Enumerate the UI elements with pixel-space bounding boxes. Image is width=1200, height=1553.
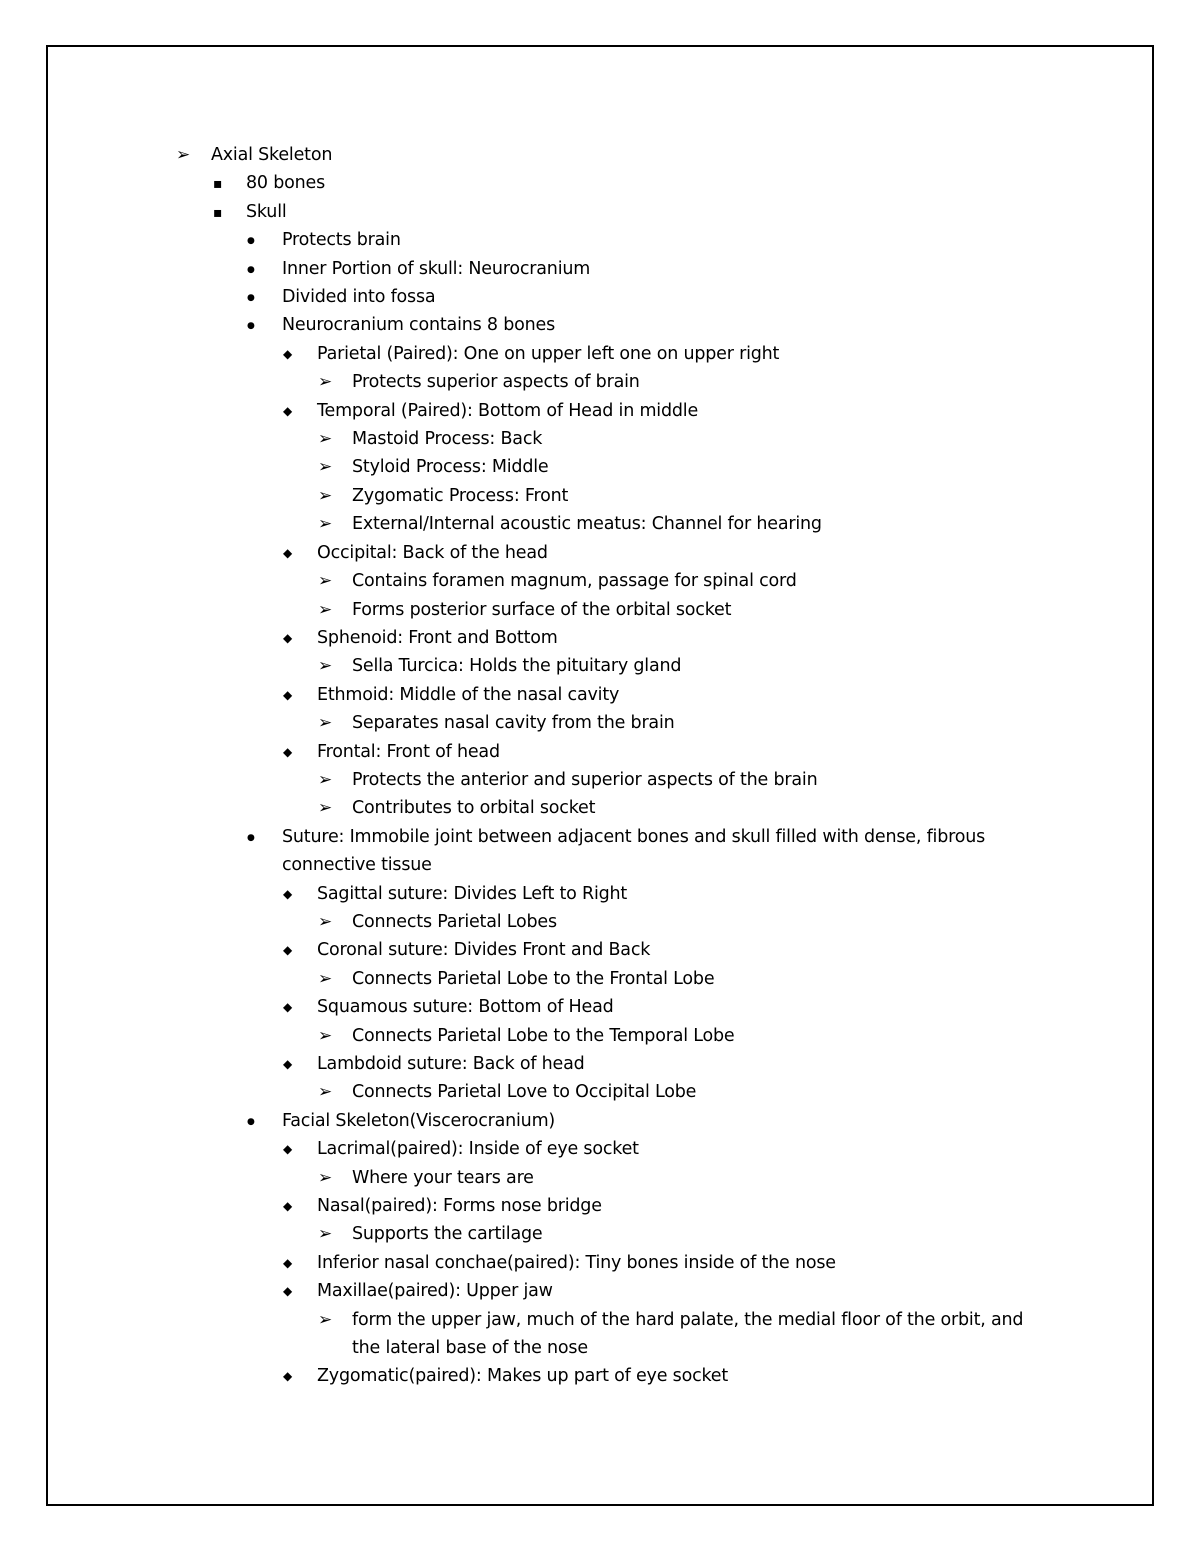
diamond-bullet-icon bbox=[283, 1135, 307, 1164]
outline-item-text: Divided into fossa bbox=[282, 287, 436, 308]
outline-item bbox=[0, 539, 1200, 567]
square-bullet-icon bbox=[213, 169, 237, 198]
outline-item bbox=[0, 567, 1200, 595]
outline-item bbox=[0, 141, 1200, 169]
square-bullet-icon bbox=[213, 198, 237, 227]
outline-item-text: Connects Parietal Lobe to the Temporal Lobe bbox=[352, 1025, 735, 1046]
arrow-bullet-icon bbox=[318, 794, 342, 822]
outline-item-text: Protects the anterior and superior aspects of the brain bbox=[352, 769, 818, 790]
outline-item bbox=[0, 1249, 1200, 1277]
outline-item bbox=[0, 368, 1200, 396]
diamond-bullet-icon bbox=[283, 340, 307, 369]
arrow-bullet-icon bbox=[176, 141, 200, 169]
outline-item bbox=[0, 1306, 1200, 1363]
arrow-bullet-icon bbox=[318, 453, 342, 481]
outline-item-text: Contains foramen magnum, passage for spinal cord bbox=[352, 571, 797, 592]
outline-item bbox=[0, 1078, 1200, 1106]
outline-item bbox=[0, 1050, 1200, 1078]
diamond-bullet-icon bbox=[283, 880, 307, 909]
outline-item bbox=[0, 198, 1200, 226]
arrow-bullet-icon bbox=[318, 368, 342, 396]
arrow-bullet-icon bbox=[318, 425, 342, 453]
outline-item bbox=[0, 681, 1200, 709]
outline-item-text: Protects superior aspects of brain bbox=[352, 372, 640, 393]
outline-item-text: Squamous suture: Bottom of Head bbox=[317, 997, 614, 1018]
diamond-bullet-icon bbox=[283, 738, 307, 767]
document-outline bbox=[0, 141, 1200, 1391]
outline-item bbox=[0, 169, 1200, 197]
outline-item bbox=[0, 624, 1200, 652]
outline-item bbox=[0, 1107, 1200, 1135]
outline-item bbox=[0, 936, 1200, 964]
outline-item-text: Contributes to orbital socket bbox=[352, 798, 596, 819]
outline-item-text: Separates nasal cavity from the brain bbox=[352, 713, 675, 734]
outline-item-text: Supports the cartilage bbox=[352, 1224, 543, 1245]
outline-item bbox=[0, 965, 1200, 993]
outline-item bbox=[0, 652, 1200, 680]
outline-item-text: form the upper jaw, much of the hard palate, the medial floor of the orbit, and the lateral base of the nose bbox=[352, 1309, 1024, 1359]
outline-item-text: Zygomatic Process: Front bbox=[352, 485, 569, 506]
arrow-bullet-icon bbox=[318, 596, 342, 624]
arrow-bullet-icon bbox=[318, 482, 342, 510]
outline-item-text: Skull bbox=[246, 201, 287, 222]
outline-item bbox=[0, 510, 1200, 538]
outline-item bbox=[0, 311, 1200, 339]
outline-item bbox=[0, 596, 1200, 624]
outline-item-text: Protects brain bbox=[282, 230, 401, 251]
outline-item-text: Lambdoid suture: Back of head bbox=[317, 1054, 585, 1074]
outline-item-text: Nasal(paired): Forms nose bridge bbox=[317, 1196, 602, 1217]
outline-item bbox=[0, 453, 1200, 481]
outline-item bbox=[0, 255, 1200, 283]
arrow-bullet-icon bbox=[318, 709, 342, 737]
arrow-bullet-icon bbox=[318, 1022, 342, 1050]
outline-item bbox=[0, 1220, 1200, 1248]
outline-item-text: Where your tears are bbox=[352, 1167, 534, 1188]
outline-item bbox=[0, 1192, 1200, 1220]
outline-item-text: Sphenoid: Front and Bottom bbox=[317, 627, 558, 648]
arrow-bullet-icon bbox=[318, 1164, 342, 1192]
outline-item bbox=[0, 766, 1200, 794]
outline-item-text: Suture: Immobile joint between adjacent bones and skull filled with dense, fibrous connective tissue bbox=[282, 826, 986, 876]
diamond-bullet-icon bbox=[283, 397, 307, 426]
outline-item bbox=[0, 397, 1200, 425]
outline-item-text: Connects Parietal Lobes bbox=[352, 911, 557, 932]
arrow-bullet-icon bbox=[318, 510, 342, 538]
arrow-bullet-icon bbox=[318, 965, 342, 993]
outline-item-text: Inner Portion of skull: Neurocranium bbox=[282, 258, 591, 279]
outline-item bbox=[0, 340, 1200, 368]
outline-item-text: Mastoid Process: Back bbox=[352, 429, 543, 450]
outline-item-text: Inferior nasal conchae(paired): Tiny bones inside of the nose bbox=[317, 1252, 836, 1273]
arrow-bullet-icon bbox=[318, 1220, 342, 1248]
outline-item-text: Coronal suture: Divides Front and Back bbox=[317, 940, 651, 961]
outline-item-text: Parietal (Paired): One on upper left one on upper right bbox=[317, 343, 780, 364]
outline-item-text: Temporal (Paired): Bottom of Head in middle bbox=[317, 400, 699, 421]
outline-item-text: Zygomatic(paired): Makes up part of eye socket bbox=[317, 1366, 729, 1387]
round-bullet-icon bbox=[247, 226, 271, 257]
outline-item bbox=[0, 1022, 1200, 1050]
round-bullet-icon bbox=[247, 255, 271, 286]
outline-item-text: Neurocranium contains 8 bones bbox=[282, 315, 555, 336]
diamond-bullet-icon bbox=[283, 539, 307, 568]
outline-item-text: Ethmoid: Middle of the nasal cavity bbox=[317, 684, 620, 705]
outline-item bbox=[0, 709, 1200, 737]
arrow-bullet-icon bbox=[318, 652, 342, 680]
outline-item bbox=[0, 1277, 1200, 1305]
arrow-bullet-icon bbox=[318, 908, 342, 936]
outline-item-text: Connects Parietal Love to Occipital Lobe bbox=[352, 1082, 697, 1103]
diamond-bullet-icon bbox=[283, 993, 307, 1022]
outline-item-text: Sagittal suture: Divides Left to Right bbox=[317, 883, 628, 904]
outline-item bbox=[0, 738, 1200, 766]
diamond-bullet-icon bbox=[283, 936, 307, 965]
outline-item bbox=[0, 993, 1200, 1021]
outline-item bbox=[0, 482, 1200, 510]
arrow-bullet-icon bbox=[318, 766, 342, 794]
outline-item-text: Connects Parietal Lobe to the Frontal Lobe bbox=[352, 968, 715, 989]
outline-item-text: Lacrimal(paired): Inside of eye socket bbox=[317, 1139, 639, 1160]
diamond-bullet-icon bbox=[283, 624, 307, 653]
outline-item-text: Facial Skeleton(Viscerocranium) bbox=[282, 1110, 556, 1131]
outline-item bbox=[0, 1135, 1200, 1163]
outline-item bbox=[0, 283, 1200, 311]
diamond-bullet-icon bbox=[283, 1050, 307, 1079]
outline-item bbox=[0, 908, 1200, 936]
outline-item-text: External/Internal acoustic meatus: Channel for hearing bbox=[352, 514, 822, 535]
arrow-bullet-icon bbox=[318, 567, 342, 595]
outline-item bbox=[0, 1164, 1200, 1192]
outline-item bbox=[0, 823, 1200, 880]
outline-item-text: Axial Skeleton bbox=[211, 145, 333, 165]
diamond-bullet-icon bbox=[283, 681, 307, 710]
round-bullet-icon bbox=[247, 823, 271, 854]
outline-item-text: Forms posterior surface of the orbital socket bbox=[352, 599, 732, 620]
outline-item bbox=[0, 425, 1200, 453]
outline-item bbox=[0, 880, 1200, 908]
outline-item bbox=[0, 1362, 1200, 1390]
outline-item-text: 80 bones bbox=[246, 173, 326, 194]
outline-item-text: Styloid Process: Middle bbox=[352, 457, 549, 478]
diamond-bullet-icon bbox=[283, 1277, 307, 1306]
arrow-bullet-icon bbox=[318, 1078, 342, 1106]
diamond-bullet-icon bbox=[283, 1249, 307, 1278]
outline-item-text: Maxillae(paired): Upper jaw bbox=[317, 1281, 553, 1302]
outline-item-text: Occipital: Back of the head bbox=[317, 542, 548, 563]
diamond-bullet-icon bbox=[283, 1192, 307, 1221]
arrow-bullet-icon bbox=[318, 1306, 342, 1334]
outline-item bbox=[0, 794, 1200, 822]
round-bullet-icon bbox=[247, 311, 271, 342]
round-bullet-icon bbox=[247, 1107, 271, 1138]
round-bullet-icon bbox=[247, 283, 271, 314]
outline-item bbox=[0, 226, 1200, 254]
outline-item-text: Sella Turcica: Holds the pituitary gland bbox=[352, 656, 682, 677]
diamond-bullet-icon bbox=[283, 1362, 307, 1391]
outline-item-text: Frontal: Front of head bbox=[317, 741, 500, 762]
